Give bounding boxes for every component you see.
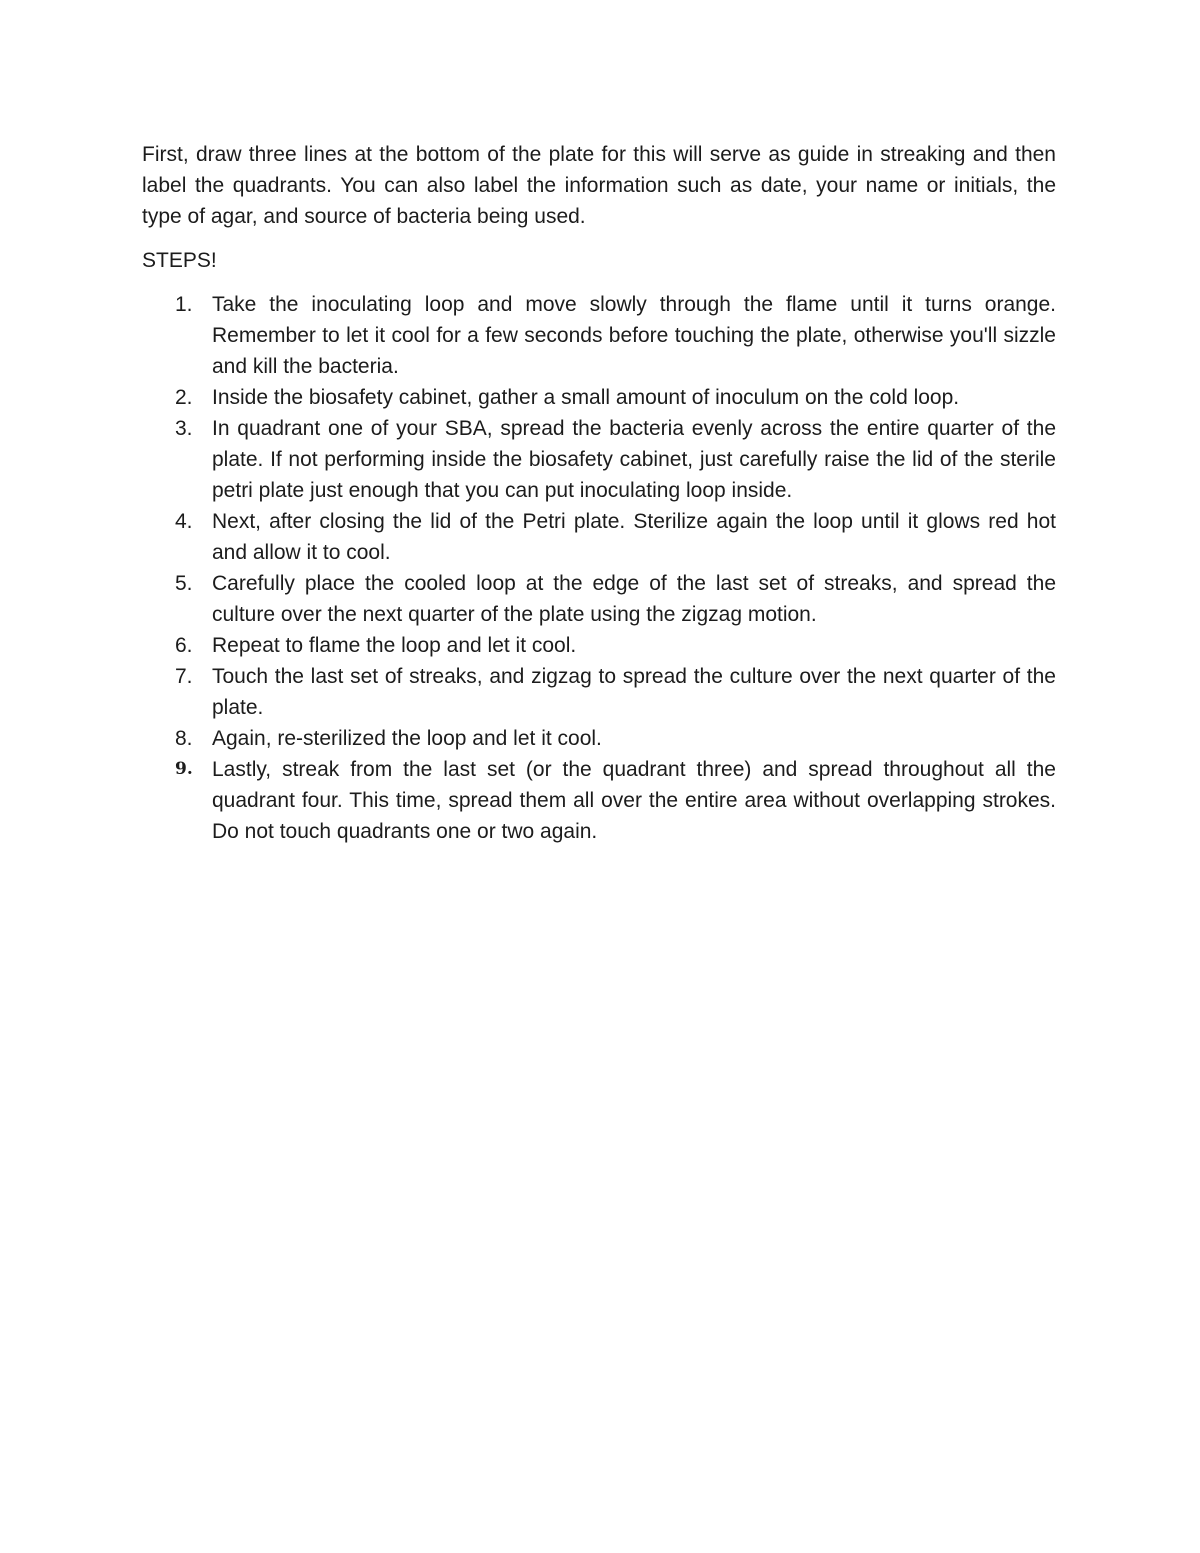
step-text: Lastly, streak from the last set (or the quadrant three) and spread throughout all the quadrant four. This time, spread them all over the entire area without overlapping strokes. Do not touch quadrants one or two again. (212, 758, 1056, 843)
step-number: 5. (175, 572, 193, 595)
step-number: 3. (175, 417, 193, 440)
steps-heading: STEPS! (142, 249, 217, 272)
steps-list (142, 289, 1056, 847)
list-item (142, 754, 1056, 847)
intro-paragraph: First, draw three lines at the bottom of the plate for this will serve as guide in streaking and then label the quadrants. You can also label the information such as date, your name or initials, the type of agar, and source of bacteria being used. (142, 143, 1056, 228)
step-text: Carefully place the cooled loop at the edge of the last set of streaks, and spread the culture over the next quarter of the plate using the zigzag motion. (212, 572, 1056, 626)
list-item (142, 506, 1056, 568)
step-text: Repeat to flame the loop and let it cool. (212, 634, 577, 657)
step-text: Inside the biosafety cabinet, gather a small amount of inoculum on the cold loop. (212, 386, 960, 409)
step-number: 2. (175, 386, 193, 409)
step-number: 6. (175, 634, 193, 657)
step-number: 1. (175, 293, 193, 316)
step-text: In quadrant one of your SBA, spread the bacteria evenly across the entire quarter of the plate. If not performing inside the biosafety cabinet, just carefully raise the lid of the sterile petri plate just enough that you can put inoculating loop inside. (212, 417, 1056, 502)
step-text: Next, after closing the lid of the Petri plate. Sterilize again the loop until it glows red hot and allow it to cool. (212, 510, 1056, 564)
step-number: 7. (175, 665, 193, 688)
step-text: Touch the last set of streaks, and zigzag to spread the culture over the next quarter of the plate. (212, 665, 1056, 719)
step-text: Take the inoculating loop and move slowly through the flame until it turns orange. Remember to let it cool for a few seconds before touching the plate, otherwise you'll sizzle and kill the bacteria. (212, 293, 1056, 378)
step-number: 9. (175, 759, 193, 779)
list-item (142, 382, 1056, 413)
step-number: 4. (175, 510, 193, 533)
step-number: 8. (175, 727, 193, 750)
list-item (142, 723, 1056, 754)
list-item (142, 661, 1056, 723)
list-item (142, 568, 1056, 630)
document-body (142, 139, 1056, 847)
list-item (142, 630, 1056, 661)
list-item (142, 289, 1056, 382)
step-text: Again, re-sterilized the loop and let it cool. (212, 727, 602, 750)
list-item (142, 413, 1056, 506)
